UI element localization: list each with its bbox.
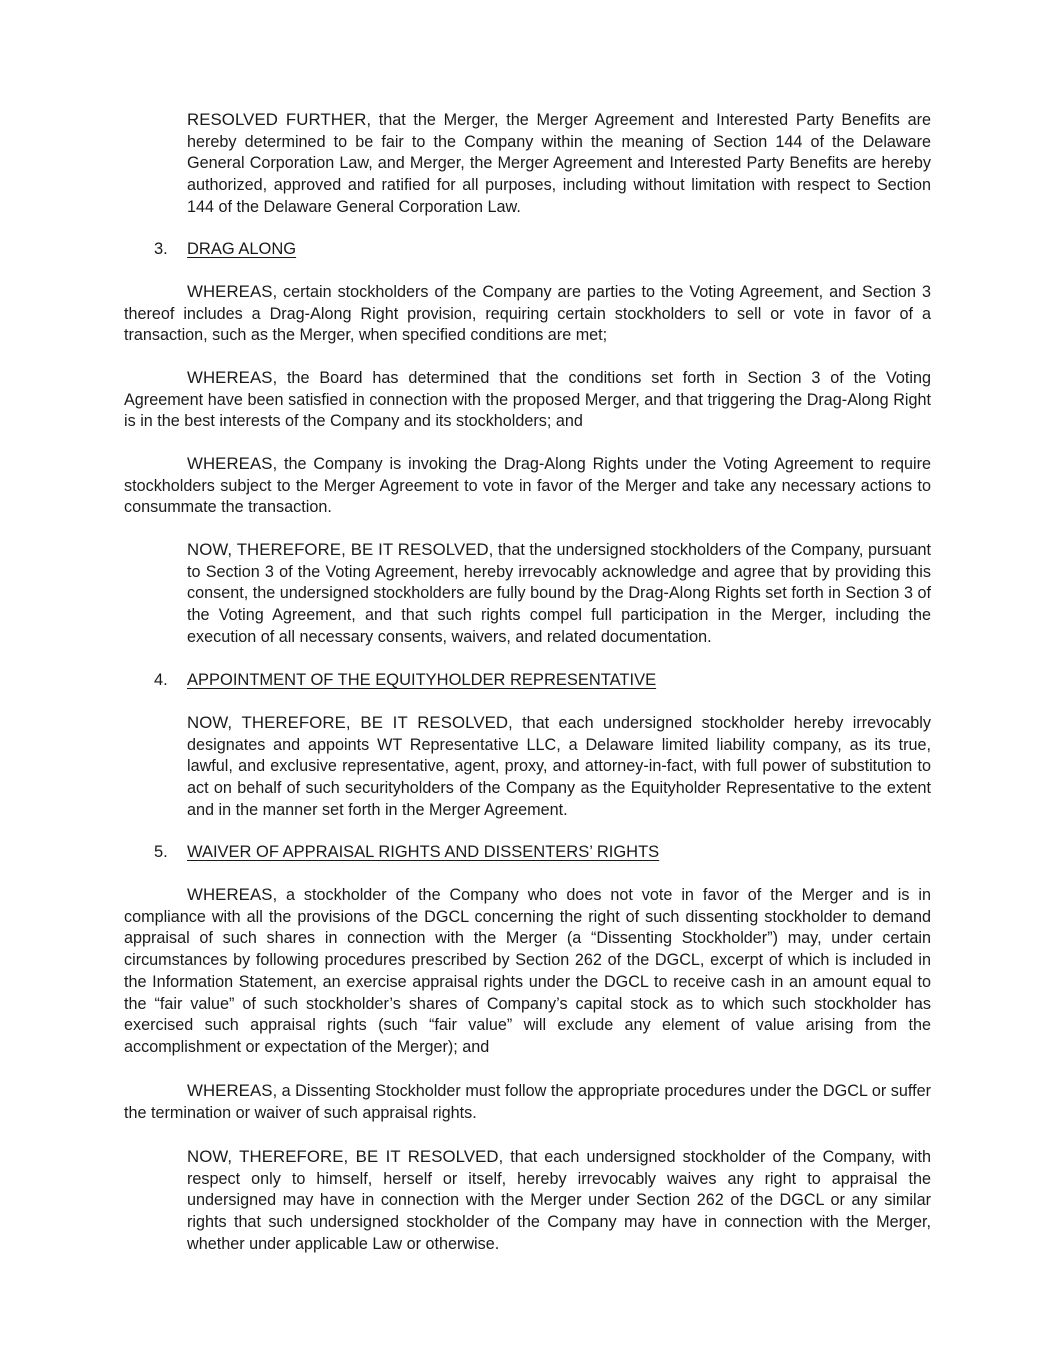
paragraph-body: , a stockholder of the Company who does not vote in favor of the Merger and is in compliance with all the provisions of the DGCL concerning the right of such dissenting stockholder to demand appraisal of such shares in connection with the Merger (a “Dissenting Stockholder”) may, under certain circumstances by following procedures prescribed by Section 262 of the DGCL, excerpt of which is included in the Information Statement, an exercise appraisal rights under the DGCL to receive cash in an amount equal to the “fair value” of such stockholder’s shares of Company’s capital stock as to which such stockholder has exercised such appraisal rights (such “fair value” will exclude any element of value arising from the accomplishment or expectation of the Merger); and xyxy=(124,886,931,1056)
paragraph-lead: WHEREAS xyxy=(187,1081,273,1100)
whereas-paragraph xyxy=(124,1080,931,1124)
section-number: 3. xyxy=(154,240,168,258)
section-title: DRAG ALONG xyxy=(187,240,297,258)
paragraph-lead: NOW, THEREFORE, BE IT RESOLVED xyxy=(187,1147,499,1166)
paragraph-body: , a Dissenting Stockholder must follow the appropriate procedures under the DGCL or suffer the termination or waiver of such appraisal rights. xyxy=(124,1082,931,1122)
paragraph-body: , that the undersigned stockholders of the Company, pursuant to Section 3 of the Voting Agreement, hereby irrevocably acknowledge and agree that by providing this consent, the undersigned stockholders are fully bound by the Drag-Along Rights set forth in Section 3 of the Voting Agreement, and that such rights compel full participation in the Merger, including the execution of all necessary consents, waivers, and related documentation. xyxy=(187,541,931,646)
resolved-paragraph xyxy=(187,1146,931,1256)
section-number: 5. xyxy=(154,843,168,861)
whereas-paragraph xyxy=(124,453,931,519)
paragraph-body: , certain stockholders of the Company are parties to the Voting Agreement, and Section 3 thereof includes a Drag-Along Right provision, requiring certain stockholders to sell or vote in favor of a transaction, such as the Merger, when specified conditions are met; xyxy=(124,283,931,345)
section-heading-waiver-of-appraisal-rights xyxy=(154,841,854,863)
whereas-paragraph xyxy=(124,884,931,1059)
paragraph-lead: WHEREAS xyxy=(187,454,273,473)
section-title: WAIVER OF APPRAISAL RIGHTS AND DISSENTERS’ RIGHTS xyxy=(187,843,660,861)
paragraph-lead: WHEREAS xyxy=(187,368,273,387)
section-title: APPOINTMENT OF THE EQUITYHOLDER REPRESENTATIVE xyxy=(187,671,657,689)
paragraph-lead: WHEREAS xyxy=(187,282,273,301)
paragraph-body: , that each undersigned stockholder hereby irrevocably designates and appoints WT Representative LLC, a Delaware limited liability company, as its true, lawful, and exclusive representative, agent, proxy, and attorney-in-fact, with full power of substitution to act on behalf of such securityholders of the Company as the Equityholder Representative to the extent and in the manner set forth in the Merger Agreement. xyxy=(187,714,931,819)
section-heading-equityholder-representative xyxy=(154,669,854,691)
paragraph-lead: NOW, THEREFORE, BE IT RESOLVED xyxy=(187,540,489,559)
paragraph-body: , that the Merger, the Merger Agreement and Interested Party Benefits are hereby determined to be fair to the Company within the meaning of Section 144 of the Delaware General Corporation Law, and Merger, the Merger Agreement and Interested Party Benefits are hereby authorized, approved and ratified for all purposes, including without limitation with respect to Section 144 of the Delaware General Corporation Law. xyxy=(187,111,931,216)
resolved-paragraph xyxy=(187,712,931,822)
paragraph-lead: RESOLVED FURTHER xyxy=(187,110,367,129)
section-heading-drag-along xyxy=(154,238,854,260)
resolved-paragraph xyxy=(187,539,931,649)
paragraph-body: , that each undersigned stockholder of the Company, with respect only to himself, herself or itself, hereby irrevocably waives any right to appraisal the undersigned may have in connection with the Merger under Section 262 of the DGCL or any similar rights that such undersigned stockholder of the Company may have in connection with the Merger, whether under applicable Law or otherwise. xyxy=(187,1148,932,1253)
paragraph-lead: NOW, THEREFORE, BE IT RESOLVED xyxy=(187,713,509,732)
paragraph-lead: WHEREAS xyxy=(187,885,273,904)
resolved-further-paragraph xyxy=(187,109,931,219)
whereas-paragraph xyxy=(124,367,931,433)
paragraph-body: , the Company is invoking the Drag-Along Rights under the Voting Agreement to require stockholders subject to the Merger Agreement to vote in favor of the Merger and take any necessary actions to consummate the transaction. xyxy=(124,455,931,517)
section-number: 4. xyxy=(154,671,168,689)
paragraph-body: , the Board has determined that the conditions set forth in Section 3 of the Voting Agreement have been satisfied in connection with the proposed Merger, and that triggering the Drag-Along Right is in the best interests of the Company and its stockholders; and xyxy=(124,369,931,431)
whereas-paragraph xyxy=(124,281,931,347)
